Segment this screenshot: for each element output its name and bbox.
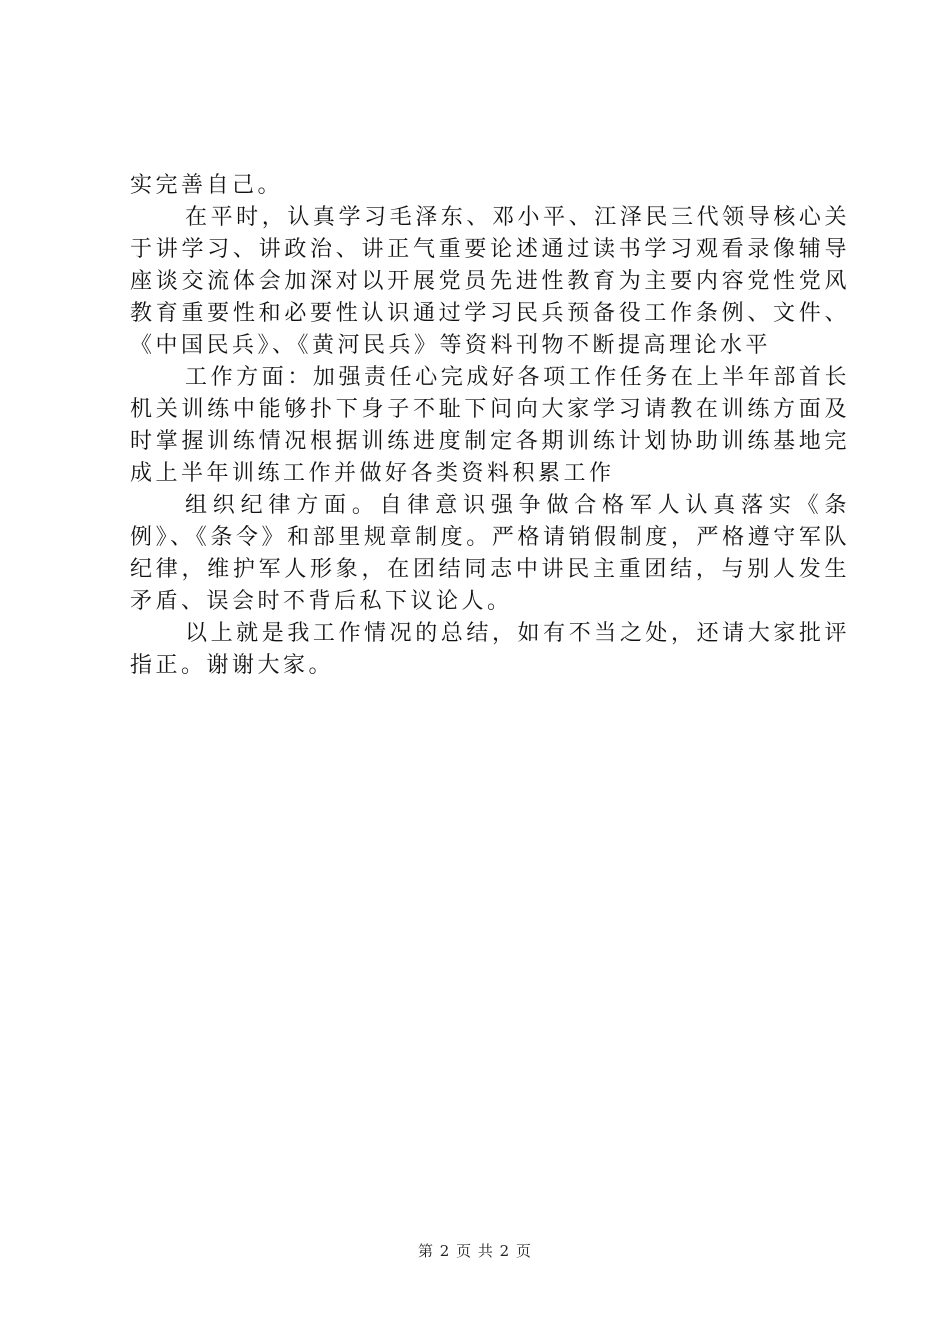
document-body	[130, 170, 850, 682]
paragraph-continuation: 实完善自己。	[130, 173, 284, 198]
page-number-footer: 第 2 页 共 2 页	[418, 1242, 532, 1260]
paragraph-discipline: 组织纪律方面。自律意识强争做合格军人认真落实《条例》、《条令》和部里规章制度。严格请销假制度，严格遵守军队纪律，维护军人形象，在团结同志中讲民主重团结，与别人发生矛盾、误会时不背后私下议论人。	[130, 493, 850, 614]
paragraph-study: 在平时，认真学习毛泽东、邓小平、江泽民三代领导核心关于讲学习、讲政治、讲正气重要论述通过读书学习观看录像辅导座谈交流体会加深对以开展党员先进性教育为主要内容党性党风教育重要性和必要性认识通过学习民兵预备役工作条例、文件、《中国民兵》、《黄河民兵》等资料刊物不断提高理论水平	[130, 205, 850, 358]
paragraph-closing: 以上就是我工作情况的总结，如有不当之处，还请大家批评指正。谢谢大家。	[130, 621, 850, 678]
paragraph-work: 工作方面：加强责任心完成好各项工作任务在上半年部首长机关训练中能够扑下身子不耻下问向大家学习请教在训练方面及时掌握训练情况根据训练进度制定各期训练计划协助训练基地完成上半年训练工作并做好各类资料积累工作	[130, 365, 850, 486]
